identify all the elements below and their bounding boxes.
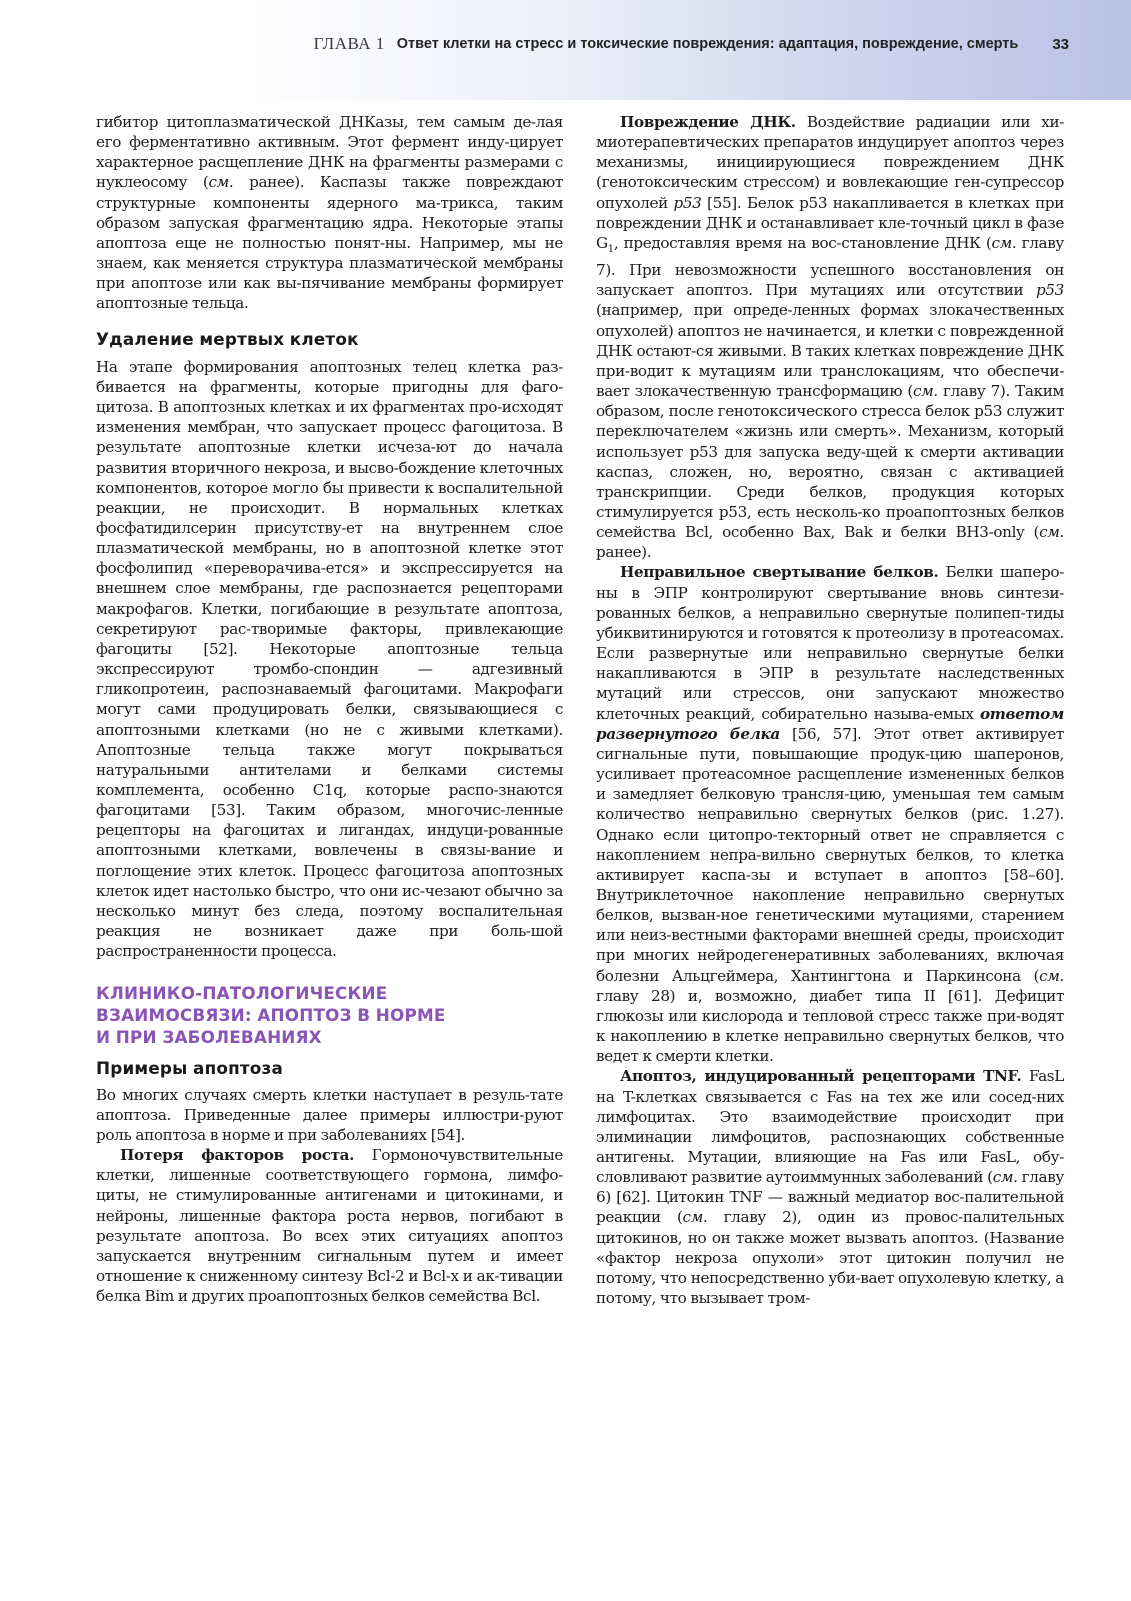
paragraph-lead: Повреждение ДНК. (620, 113, 796, 131)
subheading-dead-cell-removal: Удаление мертвых клеток (96, 328, 359, 349)
section-title-line: ВЗАИМОСВЯЗИ: АПОПТОЗ В НОРМЕ (96, 1005, 446, 1026)
paragraph: гибитор цитоплазматической ДНКазы, тем самым де-лая его ферментативно активным. Этот фермент инду-цирует характерное расщепление ДНК на фрагменты размерами с нуклеосому (см. ранее). Каспазы также повреждают структурные компоненты ядерного ма-трикса, таким образом запуская фрагментацию ядра. Некоторые этапы апоптоза еще не полностью понят-ны. Например, мы не знаем, как меняется структура плазматической мембраны при апоптозе или как вы-пячивание мембраны формирует апоптозные тельца. (96, 113, 563, 313)
paragraph: Апоптоз, индуцированный рецепторами TNF. FasL на T-клетках связывается с Fas на тех же или сосед-них лимфоцитах. Это взаимодействие происходит при элиминации лимфоцитов, распознающих собственные антигены. Мутации, влияющие на Fas или FasL, обу-словливают развитие аутоиммунных заболеваний (см. главу 6) [62]. Цитокин TNF — важный медиатор вос-палительной реакции (см. главу 2), один из провос-палительных цитокинов, но он также может вызвать апоптоз. (Название «фактор некроза опухоли» этот цитокин получил не потому, что непосредственно уби-вает опухолевую клетку, а потому, что вызывает тром- (596, 1067, 1065, 1308)
subheading-apoptosis-examples: Примеры апоптоза (96, 1058, 284, 1079)
running-header (0, 14, 1131, 74)
section-title-line: И ПРИ ЗАБОЛЕВАНИЯХ (96, 1027, 322, 1048)
paragraph: На этапе формирования апоптозных телец клетка раз-бивается на фрагменты, которые пригодны для фаго-цитоза. В апоптозных клетках и их фрагментах про-исходят изменения мембран, что запускает процесс фагоцитоза. В результате апоптозные клетки исчеза-ют до начала развития вторичного некроза, и высво-бождение клеточных компонентов, которое могло бы привести к воспалительной реакции, не происходит. В нормальных клетках фосфатидилсерин присутству-ет на внутреннем слое плазматической мембраны, но в апоптозной клетке этот фосфолипид «переворачива-ется» и экспрессируется на внешнем слое мембраны, где распознается рецепторами макрофагов. Клетки, погибающие в результате апоптоза, секретируют рас-творимые факторы, привлекающие фагоциты [52]. Некоторые апоптозные тельца экспрессируют тромбо-спондин — адгезивный гликопротеин, распознаваемый фагоцитами. Макрофаги могут сами продуцировать белки, связывающиеся с апоптозными клетками (но не с живыми клетками). Апоптозные тельца также могут покрываться натуральными антителами и белками системы комплемента, особенно C1q, которые распо-знаются фагоцитами [53]. Таким образом, многочис-ленные рецепторы на фагоцитах и лигандах, индуци-рованные апоптозными клетками, вовлечены в связы-вание и поглощение этих клеток. Процесс фагоцитоза апоптозных клеток идет настолько быстро, что они ис-чезают обычно за несколько минут без следа, поэтому воспалительная реакция не возникает даже при боль-шой распространенности процесса. (96, 357, 563, 961)
paragraph: Повреждение ДНК. Воздействие радиации или хи-миотерапевтических препаратов индуцирует апоптоз через механизмы, инициирующиеся повреждением ДНК (генотоксическим стрессом) и вовлекающие ген-супрессор опухолей p53 [55]. Белок p53 накапливается в клетках при повреждении ДНК и останавливает кле-точный цикл в фазе $G_1$, предоставляя время на вос-становление ДНК (см. главу 7). При невозможности успешного восстановления он запускает апоптоз. При мутациях или отсутствии p53 (например, при опреде-ленных формах злокачественных опухолей) апоптоз не начинается, и клетки с поврежденной ДНК остают-ся живыми. В таких клетках повреждение ДНК при-водит к мутациям или транслокациям, что обеспечи-вает злокачественную трансформацию (см. главу 7). Таким образом, после генотоксического стресса белок p53 служит переключателем «жизнь или смерть». Механизм, который использует p53 для запуска веду-щей к смерти активации каспаз, сложен, но, вероятно, связан с активацией транскрипции. Среди белков, продукция которых стимулируется p53, есть несколь-ко проапоптозных белков семейства Bcl, особенно Bax, Bak и белки BH3-only (см. ранее). (596, 113, 1065, 562)
section-title (96, 982, 563, 1048)
paragraph-lead: Потеря факторов роста. (120, 1146, 355, 1165)
left-column (96, 112, 563, 1306)
paragraph-lead: Неправильное свертывание белков. (620, 563, 939, 582)
page-number: 33 (1052, 35, 1069, 53)
paragraph: Неправильное свертывание белков. Белки шаперо-ны в ЭПР контролируют свертывание вновь синтези-рованных белков, а неправильно свернутые полипеп-тиды убиквитинируются и готовятся к протеолизу в протеасомах. Если развернутые или неправильно свернутые белки накапливаются в ЭПР в результате наследственных мутаций или стрессов, они запускают множество клеточных реакций, собирательно называ-емых ответом развернутого белка [56, 57]. Этот ответ активирует сигнальные пути, повышающие продук-цию шаперонов, усиливает протеасомное расщепление измененных белков и замедляет белковую трансля-цию, уменьшая тем самым количество неправильно свернутых белков (рис. 1.27). Однако если цитопро-текторный ответ не справляется с накоплением непра-вильно свернутых белков, то клетка активирует каспа-зы и вступает в апоптоз [58–60]. Внутриклеточное накопление неправильно свернутых белков, вызван-ное генетическими мутациями, старением или неиз-вестными факторами внешней среды, происходит при многих нейродегенеративных заболеваниях, включая болезни Альцгеймера, Хантингтона и Паркинсона (см. главу 28) и, возможно, диабет типа II [61]. Дефицит глюкозы или кислорода и тепловой стресс также при-водят к накоплению в клетке неправильно свернутых белков, что ведет к смерти клетки. (596, 563, 1064, 1066)
paragraph: Во многих случаях смерть клетки наступает в резуль-тате апоптоза. Приведенные далее примеры иллюстри-руют роль апоптоза в норме и при заболеваниях [54]. (96, 1085, 563, 1144)
chapter-label: ГЛАВА 1 (313, 34, 385, 53)
paragraph-lead: Апоптоз, индуцированный рецепторами TNF. (620, 1067, 1022, 1086)
chapter-title: Ответ клетки на стресс и токсические повреждения: адаптация, повреждение, смерть (396, 36, 1019, 52)
section-title-line: КЛИНИКО-ПАТОЛОГИЧЕСКИЕ (96, 983, 388, 1004)
right-column (596, 112, 1064, 1308)
paragraph: Потеря факторов роста. Гормоночувствительные клетки, лишенные соответствующего гормона, лимфо-циты, не стимулированные антигенами и цитокинами, и нейроны, лишенные фактора роста нервов, погибают в результате апоптоза. Во всех этих ситуациях апоптоз запускается внутренним сигнальным путем и имеет отношение к сниженному синтезу Bcl-2 и Bcl-x и ак-тивации белка Bim и других проапоптозных белков семейства Bcl. (96, 1146, 563, 1306)
